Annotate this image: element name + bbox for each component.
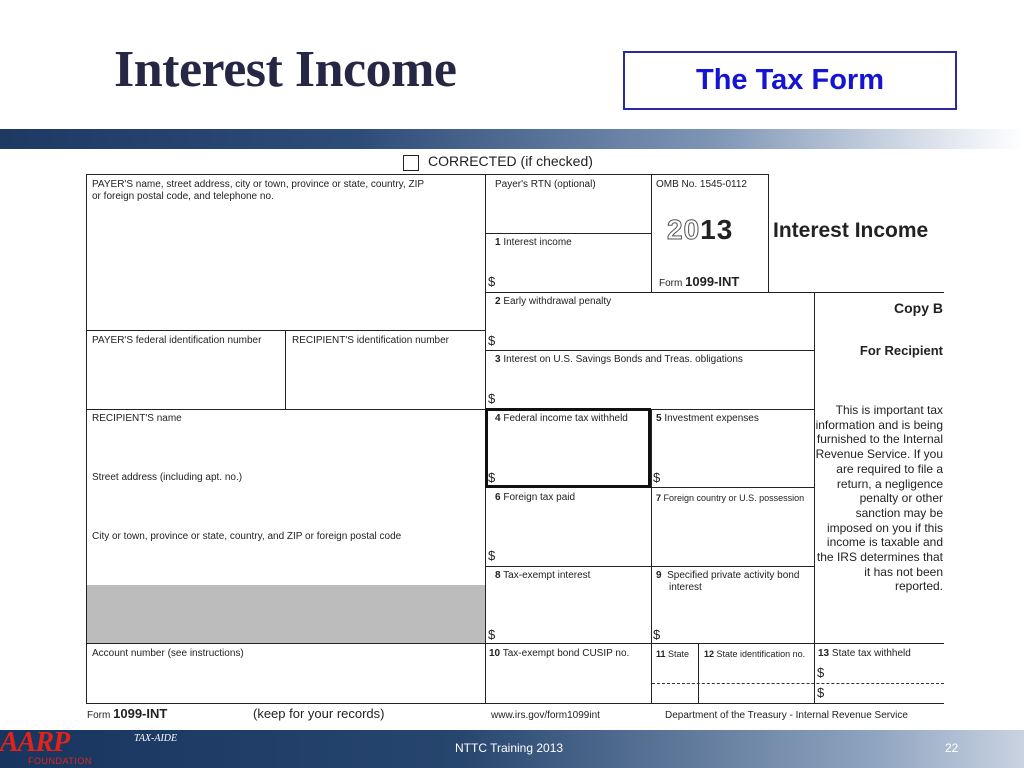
box5-label: 5 Investment expenses [656,413,759,424]
form-line [485,566,815,567]
box12-label: 12 State identification no. [704,649,806,659]
for-recipient-label: For Recipient [859,343,943,358]
page-number: 22 [945,741,959,755]
box2-label: 2 Early withdrawal penalty [495,296,612,307]
tax-aide-label: TAX-AIDE [134,733,178,744]
box7-label: 7 Foreign country or U.S. possession [656,493,805,503]
box13-label: 13 State tax withheld [818,648,911,659]
title-divider-bar [0,129,1024,149]
box10-label: 10 Tax-exempt bond CUSIP no. [489,648,630,659]
copy-b-label: Copy B [894,300,943,316]
box9-dollar: $ [653,627,661,642]
form-line [86,409,815,410]
box5-dollar: $ [653,470,661,485]
slide-title: Interest Income [114,41,457,98]
box8-label: 8 Tax-exempt interest [495,570,591,581]
form-line [651,174,652,293]
form-line [768,174,769,293]
box13-dollar-1: $ [817,665,825,680]
box1-dollar: $ [488,274,496,289]
box3-label: 3 Interest on U.S. Savings Bonds and Treas. obligations [495,354,743,365]
form-title: Interest Income [773,219,929,242]
box11-label: 11 State [656,649,690,659]
aarp-foundation-text: FOUNDATION [28,756,92,766]
tax-year: 2013 [667,214,734,245]
form-line [485,233,651,234]
payer-rtn-label: Payer's RTN (optional) [495,179,596,190]
recipient-name-label: RECIPIENT'S name [92,413,182,424]
form-line [698,643,699,703]
account-label: Account number (see instructions) [92,648,244,659]
corrected-label: CORRECTED (if checked) [428,153,593,169]
box4-dollar: $ [488,470,496,485]
recipient-id-label: RECIPIENT'S identification number [292,335,449,346]
box1-label: 1 Interest income [495,237,572,248]
form-line [485,350,815,351]
subtitle-text: The Tax Form [696,64,884,96]
box6-dollar: $ [488,548,496,563]
box3-dollar: $ [488,391,496,406]
form-line [86,643,944,644]
box9-label-2: interest [669,582,702,593]
box8-dollar: $ [488,627,496,642]
notice-text: This is important tax information and is being furnished to the Internal Revenue Service. If you are required to file a return, a negligence penalty or other sanction may be imposed on you if this income is taxable and the IRS determines that it has not been reported. [815,403,943,594]
aarp-logo: AARP [0,727,70,758]
form-id-label: Form 1099-INT [659,274,740,289]
form-top-border [86,174,769,175]
department-label: Department of the Treasury - Internal Revenue Service [665,710,908,721]
subtitle-box [623,51,957,110]
irs-url: www.irs.gov/form1099int [491,710,600,721]
box4-label: 4 Federal income tax withheld [495,413,628,424]
bottom-form-id: Form 1099-INT [87,706,168,721]
keep-records-label: (keep for your records) [253,706,385,721]
corrected-checkbox[interactable] [403,155,419,171]
state-separator-dashes [652,683,944,684]
shaded-area [87,585,485,643]
city-label: City or town, province or state, country, and ZIP or foreign postal code [92,531,402,542]
payer-name-label: PAYER'S name, street address, city or town, province or state, country, ZIP [92,179,425,190]
box2-dollar: $ [488,333,496,348]
form-bottom-border [86,703,944,704]
box13-dollar-2: $ [817,685,825,700]
footer-center-text: NTTC Training 2013 [455,741,564,755]
street-label: Street address (including apt. no.) [92,472,243,483]
box6-label: 6 Foreign tax paid [495,492,576,503]
payer-name-label-2: or foreign postal code, and telephone no. [92,191,274,202]
form-line [651,409,652,703]
form-line [285,330,286,410]
payer-fed-id-label: PAYER'S federal identification number [92,335,262,346]
omb-label: OMB No. 1545-0112 [656,179,747,190]
box9-label: 9 Specified private activity bond [656,570,800,581]
form-line [485,292,944,293]
